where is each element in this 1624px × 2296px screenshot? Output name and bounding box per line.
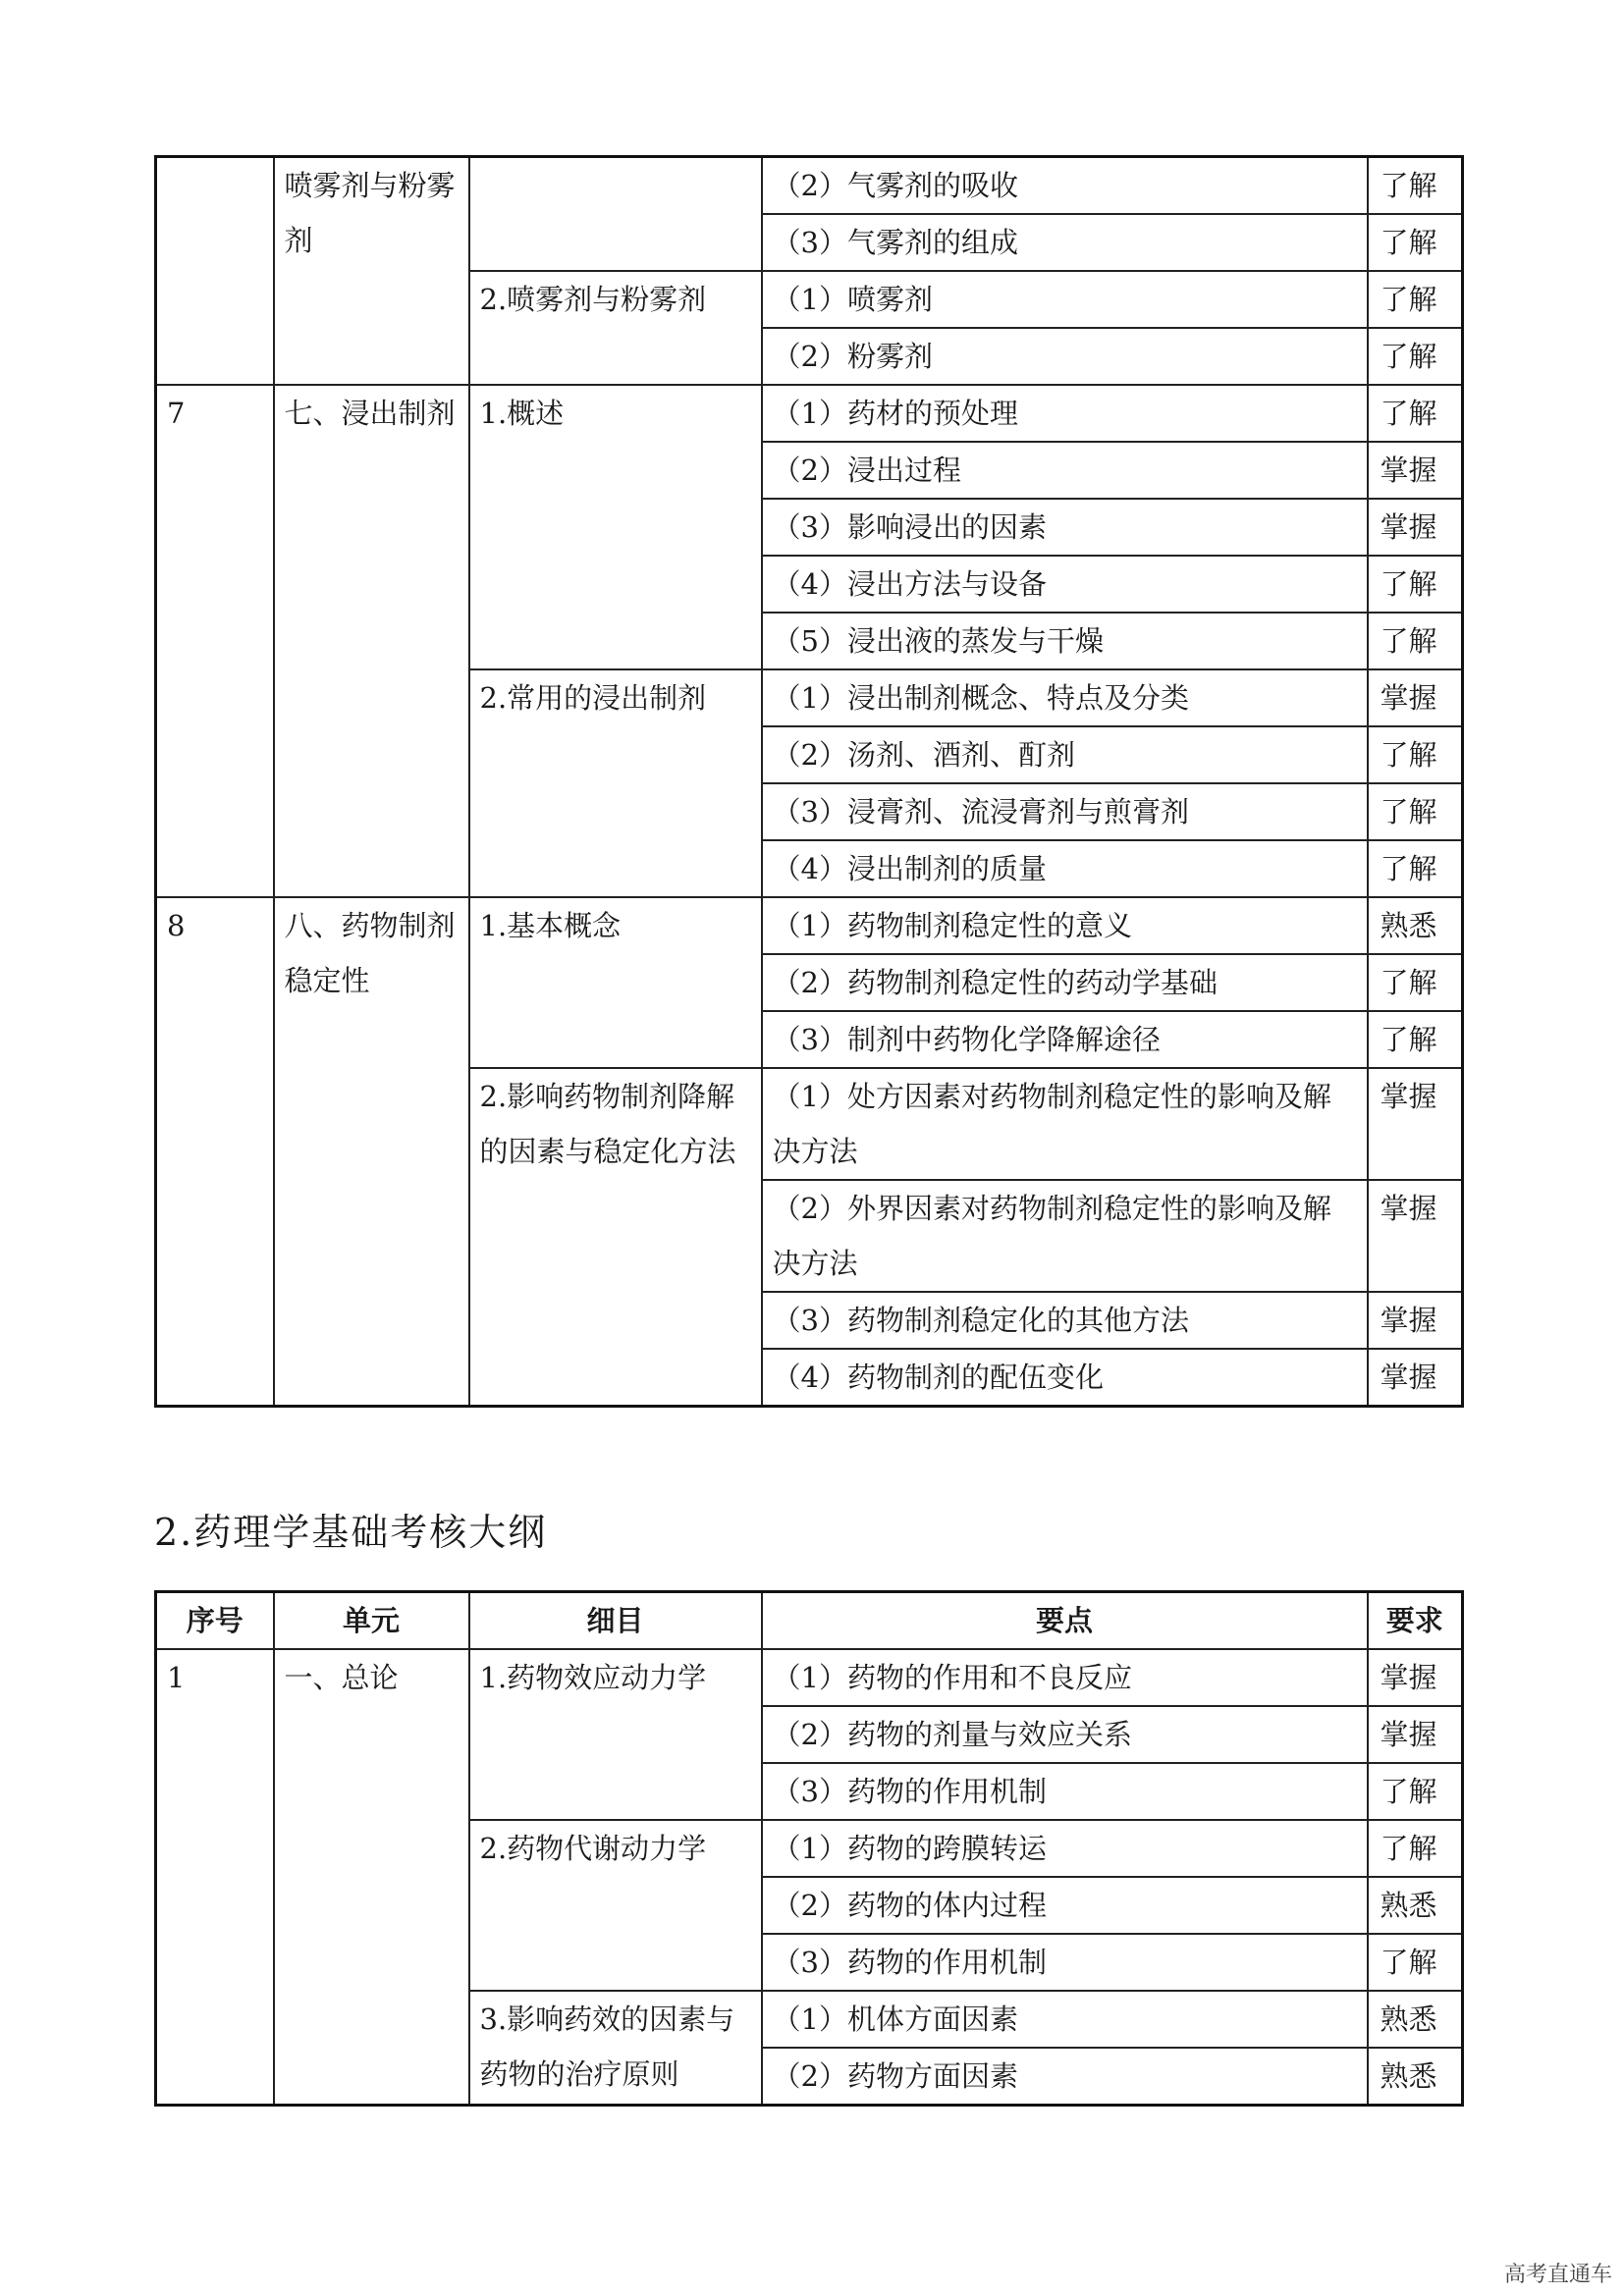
requirement-cell: 了解: [1368, 556, 1463, 613]
point-cell: （1）药材的预处理: [762, 385, 1368, 442]
requirement-cell: 掌握: [1368, 1292, 1463, 1349]
requirement-cell: 掌握: [1368, 1706, 1463, 1763]
requirement-cell: 掌握: [1368, 1349, 1463, 1407]
point-cell: （3）影响浸出的因素: [762, 499, 1368, 556]
requirement-cell: 了解: [1368, 1820, 1463, 1877]
point-cell: （1）处方因素对药物制剂稳定性的影响及解决方法: [762, 1068, 1368, 1180]
point-cell: （3）气雾剂的组成: [762, 214, 1368, 271]
point-cell: （1）机体方面因素: [762, 1991, 1368, 2048]
requirement-cell: 了解: [1368, 1934, 1463, 1991]
point-cell: （2）药物的体内过程: [762, 1877, 1368, 1934]
detail-cell: 1.基本概念: [469, 897, 762, 1068]
unit-number-cell: [156, 157, 274, 386]
point-cell: （2）药物方面因素: [762, 2048, 1368, 2106]
unit-number-cell: 7: [156, 385, 274, 897]
point-cell: （3）药物的作用机制: [762, 1934, 1368, 1991]
requirement-cell: 了解: [1368, 783, 1463, 840]
unit-name-cell: 喷雾剂与粉雾剂: [274, 157, 469, 386]
requirement-cell: 掌握: [1368, 1068, 1463, 1180]
point-cell: （3）药物的作用机制: [762, 1763, 1368, 1820]
requirement-cell: 了解: [1368, 1011, 1463, 1068]
point-cell: （3）制剂中药物化学降解途径: [762, 1011, 1368, 1068]
point-cell: （1）药物的作用和不良反应: [762, 1649, 1368, 1706]
requirement-cell: 掌握: [1368, 669, 1463, 726]
point-cell: （2）粉雾剂: [762, 328, 1368, 385]
point-cell: （1）浸出制剂概念、特点及分类: [762, 669, 1368, 726]
requirement-cell: 了解: [1368, 385, 1463, 442]
requirement-cell: 了解: [1368, 726, 1463, 783]
header-requirement: 要求: [1368, 1592, 1463, 1650]
detail-cell: 2.常用的浸出制剂: [469, 669, 762, 897]
section-title: 2.药理学基础考核大纲: [154, 1511, 548, 1554]
point-cell: （3）浸膏剂、流浸膏剂与煎膏剂: [762, 783, 1368, 840]
unit-number-cell: 1: [156, 1649, 274, 2106]
point-cell: （2）浸出过程: [762, 442, 1368, 499]
watermark-text: 高考直通车: [1503, 2263, 1612, 2287]
header-point: 要点: [762, 1592, 1368, 1650]
detail-cell: [469, 157, 762, 272]
header-unit: 单元: [274, 1592, 469, 1650]
requirement-cell: 了解: [1368, 214, 1463, 271]
header-number: 序号: [156, 1592, 274, 1650]
pharmacology-outline-table: [154, 1590, 1464, 2107]
unit-name-cell: 八、药物制剂稳定性: [274, 897, 469, 1407]
point-cell: （4）浸出方法与设备: [762, 556, 1368, 613]
requirement-cell: 熟悉: [1368, 2048, 1463, 2106]
requirement-cell: 了解: [1368, 271, 1463, 328]
requirement-cell: 了解: [1368, 613, 1463, 669]
point-cell: （1）药物制剂稳定性的意义: [762, 897, 1368, 954]
point-cell: （4）浸出制剂的质量: [762, 840, 1368, 897]
requirement-cell: 了解: [1368, 1763, 1463, 1820]
detail-cell: 1.概述: [469, 385, 762, 669]
detail-cell: 2.药物代谢动力学: [469, 1820, 762, 1991]
unit-number-cell: 8: [156, 897, 274, 1407]
detail-cell: 2.影响药物制剂降解的因素与稳定化方法: [469, 1068, 762, 1407]
point-cell: （3）药物制剂稳定化的其他方法: [762, 1292, 1368, 1349]
point-cell: （5）浸出液的蒸发与干燥: [762, 613, 1368, 669]
point-cell: （2）药物制剂稳定性的药动学基础: [762, 954, 1368, 1011]
point-cell: （2）汤剂、酒剂、酊剂: [762, 726, 1368, 783]
detail-cell: 3.影响药效的因素与药物的治疗原则: [469, 1991, 762, 2106]
requirement-cell: 掌握: [1368, 499, 1463, 556]
requirement-cell: 了解: [1368, 954, 1463, 1011]
requirement-cell: 熟悉: [1368, 897, 1463, 954]
detail-cell: 1.药物效应动力学: [469, 1649, 762, 1820]
requirement-cell: 掌握: [1368, 1180, 1463, 1292]
point-cell: （1）喷雾剂: [762, 271, 1368, 328]
detail-cell: 2.喷雾剂与粉雾剂: [469, 271, 762, 385]
requirement-cell: 了解: [1368, 840, 1463, 897]
requirement-cell: 掌握: [1368, 1649, 1463, 1706]
requirement-cell: 熟悉: [1368, 1877, 1463, 1934]
point-cell: （2）外界因素对药物制剂稳定性的影响及解决方法: [762, 1180, 1368, 1292]
point-cell: （1）药物的跨膜转运: [762, 1820, 1368, 1877]
requirement-cell: 了解: [1368, 157, 1463, 215]
unit-name-cell: 七、浸出制剂: [274, 385, 469, 897]
unit-name-cell: 一、总论: [274, 1649, 469, 2106]
point-cell: （2）药物的剂量与效应关系: [762, 1706, 1368, 1763]
requirement-cell: 了解: [1368, 328, 1463, 385]
header-detail: 细目: [469, 1592, 762, 1650]
requirement-cell: 熟悉: [1368, 1991, 1463, 2048]
point-cell: （4）药物制剂的配伍变化: [762, 1349, 1368, 1407]
point-cell: （2）气雾剂的吸收: [762, 157, 1368, 215]
pharmaceutics-outline-table-continued: [154, 155, 1464, 1408]
requirement-cell: 掌握: [1368, 442, 1463, 499]
